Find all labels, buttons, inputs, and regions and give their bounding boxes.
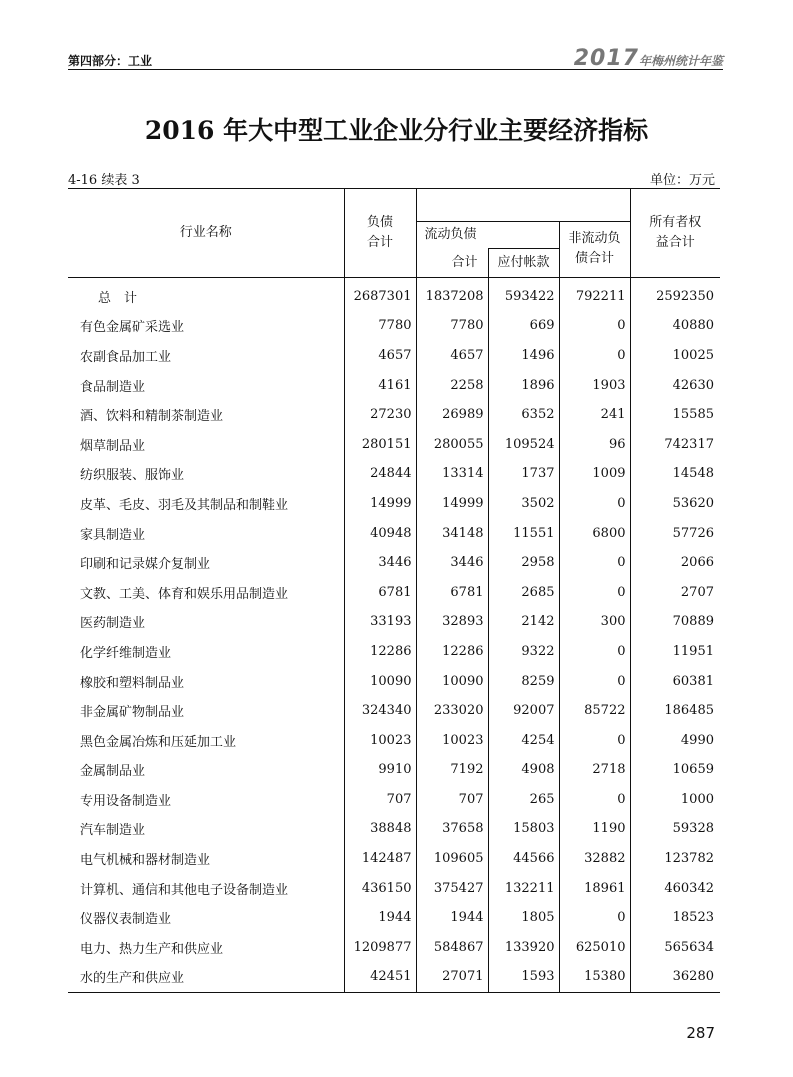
total-liabilities-value: 9910 — [344, 755, 416, 785]
industry-name: 水的生产和供应业 — [80, 971, 185, 987]
accounts-payable-value: 109524 — [488, 429, 559, 459]
noncurrent-liabilities-value: 32882 — [559, 844, 630, 874]
owner-equity-value: 70889 — [630, 607, 720, 637]
table-row — [68, 311, 720, 341]
industry-name: 橡胶和塑料制品业 — [80, 675, 185, 691]
table-row — [68, 459, 720, 489]
total-liabilities-value: 4657 — [344, 341, 416, 371]
industry-name: 农副食品加工业 — [80, 349, 172, 365]
table-row — [68, 370, 720, 400]
accounts-payable-value: 8259 — [488, 666, 559, 696]
total-liabilities-value: 280151 — [344, 429, 416, 459]
owner-equity-value: 14548 — [630, 459, 720, 489]
table-row — [68, 962, 720, 992]
current-liabilities-value: 32893 — [416, 607, 488, 637]
noncurrent-liabilities-value: 0 — [559, 725, 630, 755]
current-liabilities-value: 109605 — [416, 844, 488, 874]
industry-name: 计算机、通信和其他电子设备制造业 — [80, 882, 289, 898]
owner-equity-value: 15585 — [630, 400, 720, 430]
industry-name: 酒、饮料和精制茶制造业 — [80, 409, 224, 425]
industry-name: 电力、热力生产和供应业 — [80, 941, 224, 957]
total-liabilities-value: 6781 — [344, 577, 416, 607]
table-row — [68, 844, 720, 874]
owner-equity-value: 42630 — [630, 370, 720, 400]
current-liabilities-value: 3446 — [416, 548, 488, 578]
industry-name: 非金属矿物制品业 — [80, 705, 185, 721]
total-row — [68, 277, 720, 311]
total-liabilities-value: 2687301 — [344, 277, 416, 311]
current-liabilities-value: 10023 — [416, 725, 488, 755]
accounts-payable-value: 1805 — [488, 903, 559, 933]
current-liabilities-value: 37658 — [416, 814, 488, 844]
current-liabilities-value: 27071 — [416, 962, 488, 992]
total-liabilities-value: 1944 — [344, 903, 416, 933]
table-number: 4-16 续表 3 — [68, 173, 140, 188]
table-row — [68, 400, 720, 430]
noncurrent-liabilities-value: 15380 — [559, 962, 630, 992]
current-liabilities-value: 375427 — [416, 873, 488, 903]
noncurrent-liabilities-value: 1190 — [559, 814, 630, 844]
owner-equity-value: 60381 — [630, 666, 720, 696]
current-liabilities-value: 13314 — [416, 459, 488, 489]
owner-equity-value: 10659 — [630, 755, 720, 785]
owner-equity-value: 123782 — [630, 844, 720, 874]
industry-name: 纺织服装、服饰业 — [80, 468, 185, 484]
table-row — [68, 429, 720, 459]
col-current-liabilities-a: 流动负债 — [416, 222, 559, 249]
accounts-payable-value: 1737 — [488, 459, 559, 489]
table-row — [68, 933, 720, 963]
table-row — [68, 903, 720, 933]
total-liabilities-value: 10023 — [344, 725, 416, 755]
owner-equity-value: 742317 — [630, 429, 720, 459]
noncurrent-liabilities-value: 241 — [559, 400, 630, 430]
noncurrent-liabilities-value: 0 — [559, 637, 630, 667]
col-accounts-payable: 应付帐款 — [488, 249, 559, 278]
accounts-payable-value: 265 — [488, 785, 559, 815]
accounts-payable-value: 44566 — [488, 844, 559, 874]
industry-name: 医药制造业 — [80, 616, 146, 632]
owner-equity-value: 460342 — [630, 873, 720, 903]
table-row — [68, 518, 720, 548]
col-noncurrent-liabilities: 非流动负债合计 — [559, 222, 630, 278]
noncurrent-liabilities-value: 0 — [559, 489, 630, 519]
current-liabilities-value: 233020 — [416, 696, 488, 726]
table-row — [68, 755, 720, 785]
total-liabilities-value: 142487 — [344, 844, 416, 874]
total-liabilities-value: 40948 — [344, 518, 416, 548]
noncurrent-liabilities-value: 2718 — [559, 755, 630, 785]
accounts-payable-value: 2958 — [488, 548, 559, 578]
current-liabilities-value: 280055 — [416, 429, 488, 459]
owner-equity-value: 53620 — [630, 489, 720, 519]
noncurrent-liabilities-value: 6800 — [559, 518, 630, 548]
owner-equity-value: 2066 — [630, 548, 720, 578]
noncurrent-liabilities-value: 18961 — [559, 873, 630, 903]
noncurrent-liabilities-value: 0 — [559, 666, 630, 696]
owner-equity-value: 59328 — [630, 814, 720, 844]
industry-name: 汽车制造业 — [80, 823, 146, 839]
current-liabilities-value: 10090 — [416, 666, 488, 696]
total-liabilities-value: 14999 — [344, 489, 416, 519]
owner-equity-value: 36280 — [630, 962, 720, 992]
table-row — [68, 341, 720, 371]
noncurrent-liabilities-value: 625010 — [559, 933, 630, 963]
industry-name: 专用设备制造业 — [80, 793, 172, 809]
accounts-payable-value: 4908 — [488, 755, 559, 785]
owner-equity-value: 10025 — [630, 341, 720, 371]
indicator-table — [68, 188, 720, 993]
industry-name: 家具制造业 — [80, 527, 146, 543]
owner-equity-value: 565634 — [630, 933, 720, 963]
current-liabilities-value: 7192 — [416, 755, 488, 785]
total-liabilities-value: 10090 — [344, 666, 416, 696]
owner-equity-value: 40880 — [630, 311, 720, 341]
industry-name: 食品制造业 — [80, 379, 146, 395]
total-liabilities-value: 4161 — [344, 370, 416, 400]
total-liabilities-value: 33193 — [344, 607, 416, 637]
header-rule — [68, 69, 723, 70]
industry-name: 仪器仪表制造业 — [80, 912, 172, 928]
table-row — [68, 607, 720, 637]
col-total-liabilities: 负债合计 — [344, 189, 416, 278]
industry-name: 文教、工美、体育和娱乐用品制造业 — [80, 586, 289, 602]
yearbook-year: 2017 — [573, 46, 639, 71]
accounts-payable-value: 1496 — [488, 341, 559, 371]
accounts-payable-value: 133920 — [488, 933, 559, 963]
total-liabilities-value: 12286 — [344, 637, 416, 667]
industry-name: 化学纤维制造业 — [80, 645, 172, 661]
total-liabilities-value: 42451 — [344, 962, 416, 992]
accounts-payable-value: 9322 — [488, 637, 559, 667]
table-row — [68, 548, 720, 578]
page-title: 2016 年大中型工业企业分行业主要经济指标 — [144, 116, 649, 145]
total-liabilities-value: 707 — [344, 785, 416, 815]
col-owner-equity: 所有者权益合计 — [630, 189, 720, 278]
industry-name: 电气机械和器材制造业 — [80, 853, 211, 869]
owner-equity-value: 2592350 — [630, 277, 720, 311]
noncurrent-liabilities-value: 0 — [559, 548, 630, 578]
table-row — [68, 577, 720, 607]
noncurrent-liabilities-value: 0 — [559, 785, 630, 815]
accounts-payable-value: 593422 — [488, 277, 559, 311]
col-current-liabilities-b: 合计 — [416, 249, 488, 278]
col-industry: 行业名称 — [68, 189, 344, 278]
industry-name: 金属制品业 — [80, 764, 146, 780]
yearbook-name: 年梅州统计年鉴 — [638, 54, 723, 68]
accounts-payable-value: 4254 — [488, 725, 559, 755]
total-liabilities-value: 436150 — [344, 873, 416, 903]
accounts-payable-value: 6352 — [488, 400, 559, 430]
total-liabilities-value: 24844 — [344, 459, 416, 489]
section-label: 第四部分：工业 — [68, 54, 153, 68]
current-liabilities-value: 14999 — [416, 489, 488, 519]
industry-name: 黑色金属冶炼和压延加工业 — [80, 734, 237, 750]
industry-name: 总 计 — [98, 290, 138, 306]
accounts-payable-value: 15803 — [488, 814, 559, 844]
unit-label: 单位：万元 — [649, 173, 715, 188]
accounts-payable-value: 3502 — [488, 489, 559, 519]
noncurrent-liabilities-value: 96 — [559, 429, 630, 459]
noncurrent-liabilities-value: 1903 — [559, 370, 630, 400]
current-liabilities-value: 1837208 — [416, 277, 488, 311]
owner-equity-value: 57726 — [630, 518, 720, 548]
current-liabilities-value: 584867 — [416, 933, 488, 963]
accounts-payable-value: 2685 — [488, 577, 559, 607]
current-liabilities-value: 707 — [416, 785, 488, 815]
page-number: 287 — [686, 1024, 715, 1042]
noncurrent-liabilities-value: 0 — [559, 311, 630, 341]
current-liabilities-value: 26989 — [416, 400, 488, 430]
accounts-payable-value: 669 — [488, 311, 559, 341]
industry-name: 皮革、毛皮、羽毛及其制品和制鞋业 — [80, 497, 289, 513]
total-liabilities-value: 38848 — [344, 814, 416, 844]
current-liabilities-value: 1944 — [416, 903, 488, 933]
noncurrent-liabilities-value: 300 — [559, 607, 630, 637]
yearbook-label — [574, 46, 723, 71]
table-row — [68, 666, 720, 696]
table-row — [68, 725, 720, 755]
industry-name: 有色金属矿采选业 — [80, 320, 185, 336]
total-liabilities-value: 1209877 — [344, 933, 416, 963]
accounts-payable-value: 92007 — [488, 696, 559, 726]
owner-equity-value: 1000 — [630, 785, 720, 815]
current-liabilities-value: 34148 — [416, 518, 488, 548]
table-row — [68, 873, 720, 903]
current-liabilities-value: 2258 — [416, 370, 488, 400]
owner-equity-value: 4990 — [630, 725, 720, 755]
noncurrent-liabilities-value: 1009 — [559, 459, 630, 489]
accounts-payable-value: 11551 — [488, 518, 559, 548]
table-row — [68, 696, 720, 726]
owner-equity-value: 2707 — [630, 577, 720, 607]
industry-name: 印刷和记录媒介复制业 — [80, 557, 211, 573]
owner-equity-value: 186485 — [630, 696, 720, 726]
noncurrent-liabilities-value: 0 — [559, 341, 630, 371]
table-row — [68, 637, 720, 667]
owner-equity-value: 11951 — [630, 637, 720, 667]
total-liabilities-value: 3446 — [344, 548, 416, 578]
noncurrent-liabilities-value: 85722 — [559, 696, 630, 726]
industry-name: 烟草制品业 — [80, 438, 146, 454]
table-body — [68, 277, 720, 992]
accounts-payable-value: 2142 — [488, 607, 559, 637]
table-row — [68, 785, 720, 815]
total-liabilities-value: 7780 — [344, 311, 416, 341]
header-spacer — [416, 189, 630, 222]
accounts-payable-value: 132211 — [488, 873, 559, 903]
current-liabilities-value: 6781 — [416, 577, 488, 607]
total-liabilities-value: 27230 — [344, 400, 416, 430]
table-row — [68, 489, 720, 519]
total-liabilities-value: 324340 — [344, 696, 416, 726]
current-liabilities-value: 4657 — [416, 341, 488, 371]
owner-equity-value: 18523 — [630, 903, 720, 933]
current-liabilities-value: 7780 — [416, 311, 488, 341]
table-row — [68, 814, 720, 844]
current-liabilities-value: 12286 — [416, 637, 488, 667]
accounts-payable-value: 1896 — [488, 370, 559, 400]
accounts-payable-value: 1593 — [488, 962, 559, 992]
noncurrent-liabilities-value: 792211 — [559, 277, 630, 311]
noncurrent-liabilities-value: 0 — [559, 577, 630, 607]
noncurrent-liabilities-value: 0 — [559, 903, 630, 933]
